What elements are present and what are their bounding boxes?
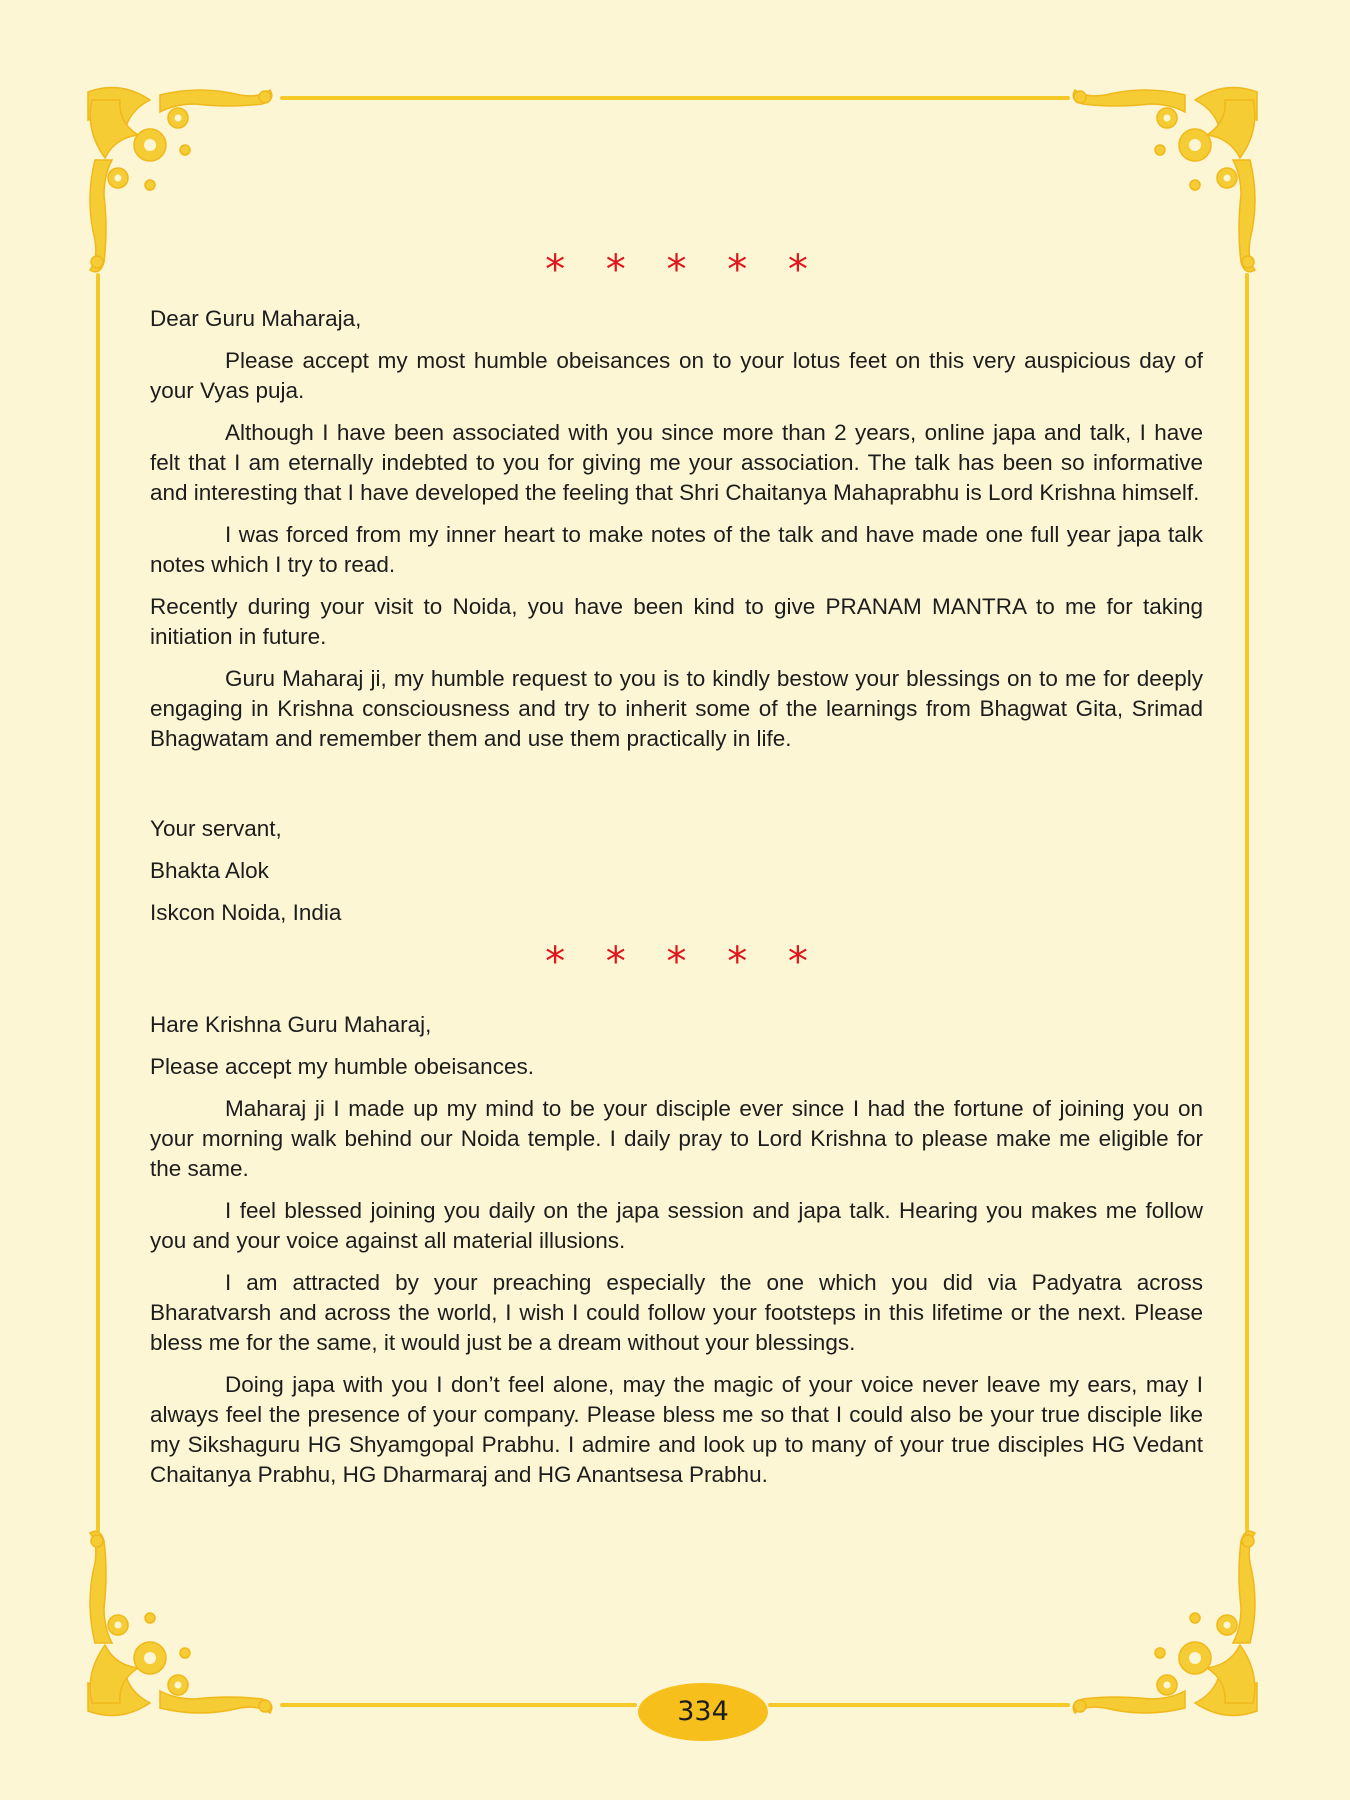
letter-2 xyxy=(150,1010,1203,1490)
letter-paragraph: I was forced from my inner heart to make notes of the talk and have made one full year japa talk notes which I try to read. xyxy=(150,522,1203,577)
letter-salutation: Hare Krishna Guru Maharaj, xyxy=(150,1012,432,1037)
letter-paragraph: I feel blessed joining you daily on the japa session and japa talk. Hearing you makes me follow you and your voice against all material illusions. xyxy=(150,1198,1203,1253)
letter-signature-name: Bhakta Alok xyxy=(150,858,269,883)
letter-opening: Please accept my humble obeisances. xyxy=(150,1054,534,1079)
divider-stars: * * * * * xyxy=(545,939,822,985)
letter-paragraph: I am attracted by your preaching especially the one which you did via Padyatra across Bharatvarsh and across the world, I wish I could follow your footsteps in this lifetime or the next. Please bless me for the same, it would just be a dream without your blessings. xyxy=(150,1270,1203,1355)
letter-paragraph: Doing japa with you I don’t feel alone, may the magic of your voice never leave my ears, may I always feel the presence of your company. Please bless me so that I could also be your true disciple like my Sikshaguru HG Shyamgopal Prabhu. I admire and look up to many of your true disciples HG Vedant Chaitanya Prabhu, HG Dharmaraj and HG Anantsesa Prabhu. xyxy=(150,1372,1203,1487)
letter-paragraph: Please accept my most humble obeisances on to your lotus feet on this very auspicious day of your Vyas puja. xyxy=(150,348,1203,403)
page-number-badge: 334 xyxy=(638,1683,768,1741)
ornament-corner xyxy=(88,88,272,272)
letter-signature-location: Iskcon Noida, India xyxy=(150,900,342,925)
letter-paragraph: Recently during your visit to Noida, you have been kind to give PRANAM MANTRA to me for taking initiation in future. xyxy=(150,594,1203,649)
letter-paragraph: Guru Maharaj ji, my humble request to you is to kindly bestow your blessings on to me for deeply engaging in Krishna consciousness and try to inherit some of the learnings from Bhagwat Gita, Srimad Bhagwatam and remember them and use them practically in life. xyxy=(150,666,1203,751)
letter-salutation: Dear Guru Maharaja, xyxy=(150,306,362,331)
letter-1 xyxy=(150,304,1203,928)
letter-paragraph: Although I have been associated with you since more than 2 years, online japa and talk, I have felt that I am eternally indebted to you for giving me your association. The talk has been so informative and interesting that I have developed the feeling that Shri Chaitanya Mahaprabhu is Lord Krishna himself. xyxy=(150,420,1203,505)
page-content xyxy=(150,248,1203,1502)
letter-closing: Your servant, xyxy=(150,816,282,841)
letter-paragraph: Maharaj ji I made up my mind to be your disciple ever since I had the fortune of joining you on your morning walk behind our Noida temple. I daily pray to Lord Krishna to please make me eligible for the same. xyxy=(150,1096,1203,1181)
divider-stars: * * * * * xyxy=(545,247,822,293)
